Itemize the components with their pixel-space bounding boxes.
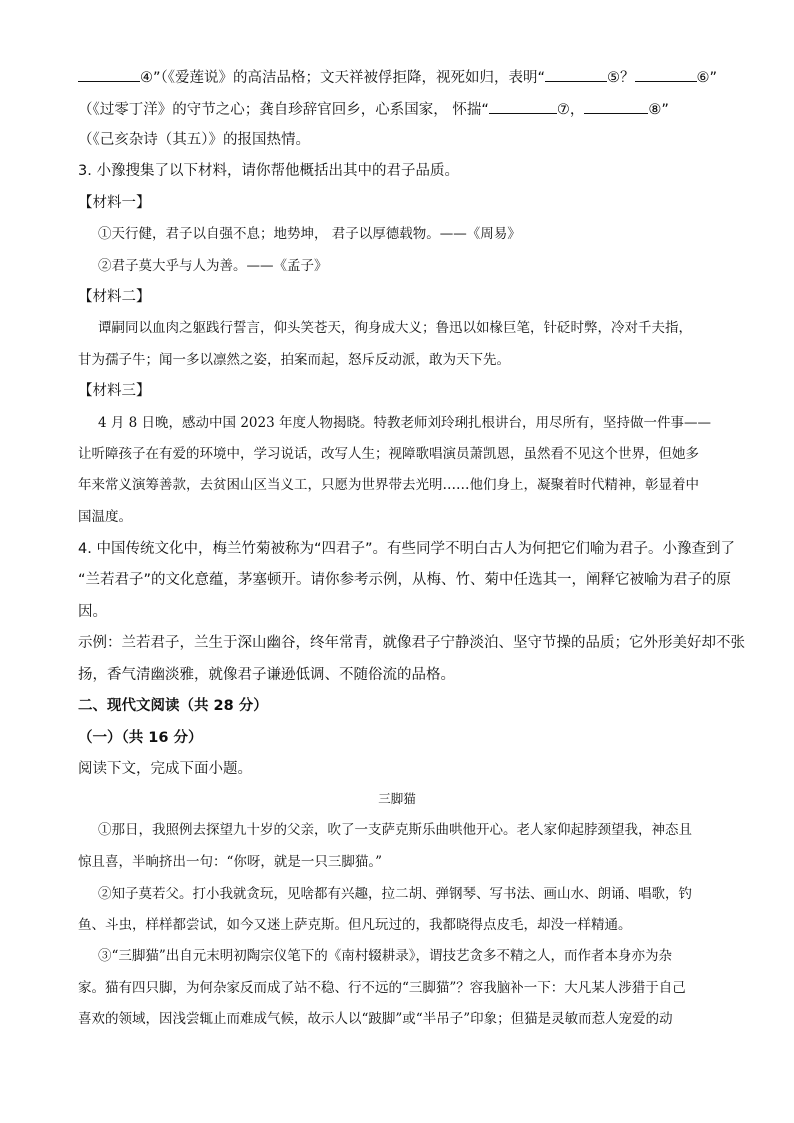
question-3: 3. 小豫搜集了以下材料，请你帮他概括出其中的君子品质。: [78, 163, 459, 179]
material-text: 4 月 8 日晚，感动中国 2023 年度人物揭晓。特教老师刘玲琍扎根讲台，用尽所有，坚持做一件事——: [98, 415, 711, 431]
question-4: 4. 中国传统文化中，梅兰竹菊被称为“四君子”。有些同学不明白古人为何把它们喻为君子。小豫查到了: [78, 541, 735, 557]
article-text: 家。猫有四只脚，为何杂家反而成了站不稳、行不远的“三脚猫”？容我脑补一下：大凡某人涉猎于自己: [78, 980, 686, 996]
example-text: 扬，香气清幽淡雅，就像君子谦逊低调、不随俗流的品格。: [78, 667, 455, 683]
article-text: ②知子莫若父。打小我就贪玩，见啥都有兴趣，拉二胡、弹钢琴、写书法、画山水、朗诵、唱歌，钓: [98, 886, 692, 902]
material-heading: 【材料二】: [78, 289, 151, 305]
material-text: 让听障孩子在有爱的环境中，学习说话，改写人生；视障歌唱演员萧凯恩，虽然看不见这个世界，但她多: [78, 446, 699, 462]
answer-blank-5[interactable]: [545, 66, 607, 82]
instruction-text: 阅读下文，完成下面小题。: [78, 761, 252, 777]
question-4: 因。: [78, 604, 107, 620]
material-text: 甘为孺子牛；闻一多以凛然之姿，拍案而起，怒斥反动派，敢为天下先。: [78, 352, 510, 368]
article-text: ③“三脚猫”出自元末明初陶宗仪笔下的《南村辍耕录》，谓技艺贪多不精之人，而作者本身亦为杂: [98, 948, 673, 964]
article-text: ①那日，我照例去探望九十岁的父亲，吹了一支萨克斯乐曲哄他开心。老人家仰起脖颈望我，神态且: [98, 822, 692, 838]
text-line: （《己亥杂诗（其五）》的报国热情。: [78, 132, 310, 148]
section-heading: 二、现代文阅读（共 28 分）: [78, 698, 268, 714]
material-text: 国温度。: [78, 509, 132, 525]
subsection-heading: （一）（共 16 分）: [78, 730, 203, 746]
material-text: 年来常义演筹善款，去贫困山区当义工，只愿为世界带去光明……他们身上，凝聚着时代精神，彰显着中: [78, 477, 699, 493]
text-line: （《过零丁洋》的守节之心；龚自珍辞官回乡，心系国家， 怀揣“ ⑦， ⑧”: [78, 98, 669, 120]
question-4: “兰若君子”的文化意蕴，茅塞顿开。请你参考示例，从梅、竹、菊中任选其一，阐释它被喻为君子的原: [78, 572, 732, 588]
material-heading: 【材料三】: [78, 383, 151, 399]
example-text: 示例：兰若君子，兰生于深山幽谷，终年常青，就像君子宁静淡泊、坚守节操的品质；它外形美好却不张: [78, 635, 745, 651]
text-line: ④”（《爱莲说》的高洁品格；文天祥被俘拒降，视死如归，表明“ ⑤？ ⑥”: [78, 66, 717, 88]
material-heading: 【材料一】: [78, 195, 151, 211]
material-text: 谭嗣同以血肉之躯践行誓言，仰头笑苍天，徇身成大义；鲁迅以如椽巨笔，针砭时弊，冷对千夫指，: [98, 320, 692, 336]
answer-blank-7[interactable]: [489, 98, 557, 114]
answer-blank-4[interactable]: [78, 66, 140, 82]
article-text: 喜欢的领域，因浅尝辄止而难成气候，故示人以“跛脚”或“半吊子”印象；但猫是灵敏而惹人宠爱的动: [78, 1011, 673, 1027]
material-text: ②君子莫大乎与人为善。——《孟子》: [98, 258, 328, 274]
article-title: 三脚猫: [378, 791, 416, 806]
article-text: 惊且喜，半晌挤出一句：“你呀，就是一只三脚猫。”: [78, 854, 383, 870]
material-text: ①天行健，君子以自强不息；地势坤， 君子以厚德载物。——《周易》: [98, 226, 521, 242]
answer-blank-6[interactable]: [635, 66, 697, 82]
answer-blank-8[interactable]: [584, 98, 648, 114]
article-text: 鱼、斗虫，样样都尝试，如今又迷上萨克斯。但凡玩过的，我都晓得点皮毛，却没一样精通。: [78, 917, 632, 933]
